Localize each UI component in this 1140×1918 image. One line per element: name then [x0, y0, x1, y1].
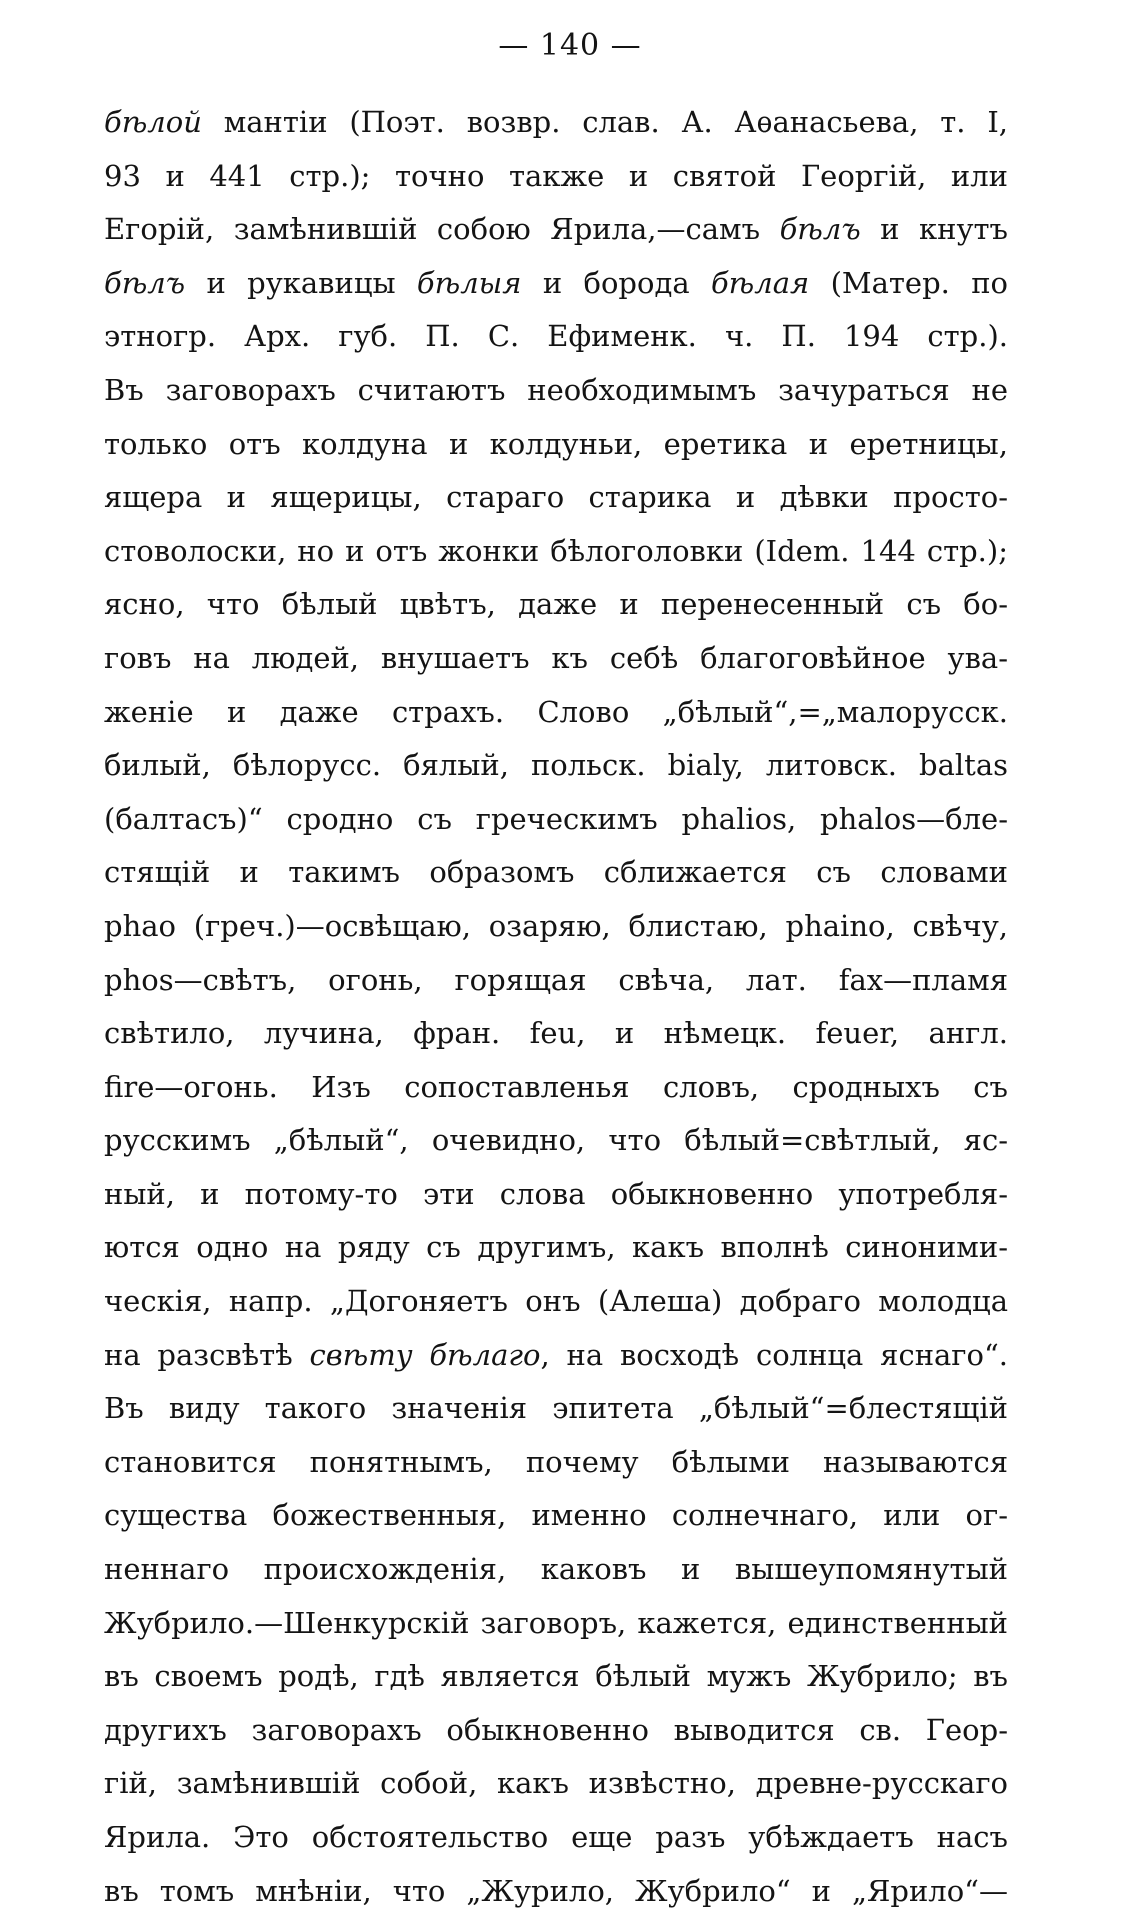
text-run: ются одно на ряду съ другимъ, какъ вполнѣ синоними-: [104, 1230, 1008, 1265]
text-line: [104, 1704, 1008, 1758]
text-line: [104, 1489, 1008, 1543]
text-run: русскимъ „бѣлый“, очевидно, что бѣлый=свѣтлый, яс-: [104, 1123, 1008, 1158]
italic-text: свѣту бѣлаго: [309, 1337, 541, 1372]
text-run: женіе и даже страхъ. Слово „бѣлый“,=„малорусск.: [104, 694, 1008, 729]
text-line: [104, 1114, 1008, 1168]
text-line: [104, 1811, 1008, 1865]
text-line: [104, 1329, 1008, 1383]
text-line: [104, 203, 1008, 257]
text-line: [104, 900, 1008, 954]
text-run: стоволоски, но и отъ жонки бѣлоголовки (Idem. 144 стр.);: [104, 533, 1008, 568]
text-run: мантіи (Поэт. возвр. слав. А. Аѳанасьева, т. I,: [201, 105, 1008, 139]
text-line: [104, 364, 1008, 418]
text-line: [104, 846, 1008, 900]
text-run: Ярила. Это обстоятельство еще разъ убѣждаетъ насъ: [104, 1820, 1008, 1854]
text-run: другихъ заговорахъ обыкновенно выводится св. Геор-: [104, 1712, 1008, 1747]
text-run: и кнутъ: [860, 212, 1008, 247]
text-line: [104, 96, 1008, 150]
text-run: и борода: [521, 265, 711, 300]
text-run: ясно, что бѣлый цвѣтъ, даже и перенесенный съ бо-: [104, 587, 1008, 622]
text-line: [104, 954, 1008, 1008]
page-number: — 140 —: [498, 28, 642, 63]
text-line: [104, 310, 1008, 364]
text-line: [104, 1597, 1008, 1651]
text-run: Егорій, замѣнившій собою Ярила,—самъ: [104, 212, 780, 247]
text-run: ный, и потому-то эти слова обыкновенно употребля-: [104, 1176, 1008, 1211]
text-run: стящій и такимъ образомъ сближается съ словами: [104, 855, 1008, 890]
text-run: ческія, напр. „Догоняетъ онъ (Алеша) добраго молодца: [104, 1284, 1008, 1319]
italic-text: бѣлая: [710, 265, 810, 300]
text-run: въ томъ мнѣніи, что „Журило, Жубрило“ и „Ярило“—: [104, 1873, 1008, 1908]
text-line: [104, 150, 1008, 204]
text-run: (балтасъ)“ сродно съ греческимъ phalios, phalos—бле-: [104, 801, 1008, 836]
text-run: 93 и 441 стр.); точно также и святой Георгій, или: [104, 158, 1008, 193]
text-run: ящера и ящерицы, стараго старика и дѣвки просто-: [104, 480, 1008, 515]
italic-text: бѣлой: [104, 105, 202, 139]
text-line: [104, 686, 1008, 740]
text-run: свѣтило, лучина, фран. feu, и нѣмецк. feuer, англ.: [104, 1016, 1008, 1051]
text-run: phos—свѣтъ, огонь, горящая свѣча, лат. fax—пламя: [104, 962, 1008, 997]
text-line: [104, 257, 1008, 311]
text-line: [104, 1382, 1008, 1436]
text-run: въ своемъ родѣ, гдѣ является бѣлый мужъ Жубрило; въ: [104, 1659, 1008, 1694]
text-line: [104, 1007, 1008, 1061]
italic-text: бѣлъ: [779, 212, 861, 247]
text-run: Жубрило.—Шенкурскій заговоръ, кажется, единственный: [104, 1605, 1008, 1640]
body-text: [104, 96, 1008, 1918]
text-line: [104, 632, 1008, 686]
italic-text: бѣлъ: [104, 265, 186, 300]
text-run: неннаго происхожденія, каковъ и вышеупомянутый: [104, 1552, 1008, 1587]
text-run: говъ на людей, внушаетъ къ себѣ благоговѣйное ува-: [104, 640, 1008, 675]
text-line: [104, 1061, 1008, 1115]
text-line: [104, 1436, 1008, 1490]
text-run: билый, бѣлорусс. бялый, польск. bialy, литовск. baltas: [104, 748, 1008, 783]
text-line: [104, 1275, 1008, 1329]
text-line: [104, 793, 1008, 847]
text-run: Въ виду такого значенія эпитета „бѣлый“=блестящій: [104, 1391, 1008, 1426]
text-run: и рукавицы: [185, 265, 417, 300]
text-run: phao (греч.)—освѣщаю, озаряю, блистаю, phaino, свѣчу,: [104, 908, 1008, 943]
text-run: существа божественныя, именно солнечнаго, или ог-: [104, 1498, 1008, 1533]
text-run: становится понятнымъ, почему бѣлыми называются: [104, 1444, 1008, 1479]
text-run: только отъ колдуна и колдуньи, еретика и еретницы,: [104, 426, 1008, 461]
text-line: [104, 1865, 1008, 1918]
text-line: [104, 1168, 1008, 1222]
text-run: fire—огонь. Изъ сопоставленья словъ, сродныхъ съ: [104, 1069, 1008, 1104]
text-run: этногр. Арх. губ. П. С. Ефименк. ч. П. 194 стр.).: [104, 319, 1008, 354]
text-run: (Матер. по: [809, 265, 1008, 300]
text-line: [104, 418, 1008, 472]
italic-text: бѣлыя: [416, 265, 522, 300]
text-line: [104, 471, 1008, 525]
text-line: [104, 578, 1008, 632]
text-line: [104, 739, 1008, 793]
text-run: гій, замѣнившій собой, какъ извѣстно, древне-русскаго: [104, 1766, 1008, 1801]
text-line: [104, 1650, 1008, 1704]
text-run: на разсвѣтѣ: [104, 1337, 310, 1372]
text-line: [104, 1221, 1008, 1275]
text-line: [104, 1543, 1008, 1597]
text-line: [104, 1757, 1008, 1811]
text-line: [104, 525, 1008, 579]
text-run: Въ заговорахъ считаютъ необходимымъ зачураться не: [104, 372, 1008, 407]
text-run: , на восходѣ солнца яснаго“.: [540, 1337, 1008, 1372]
